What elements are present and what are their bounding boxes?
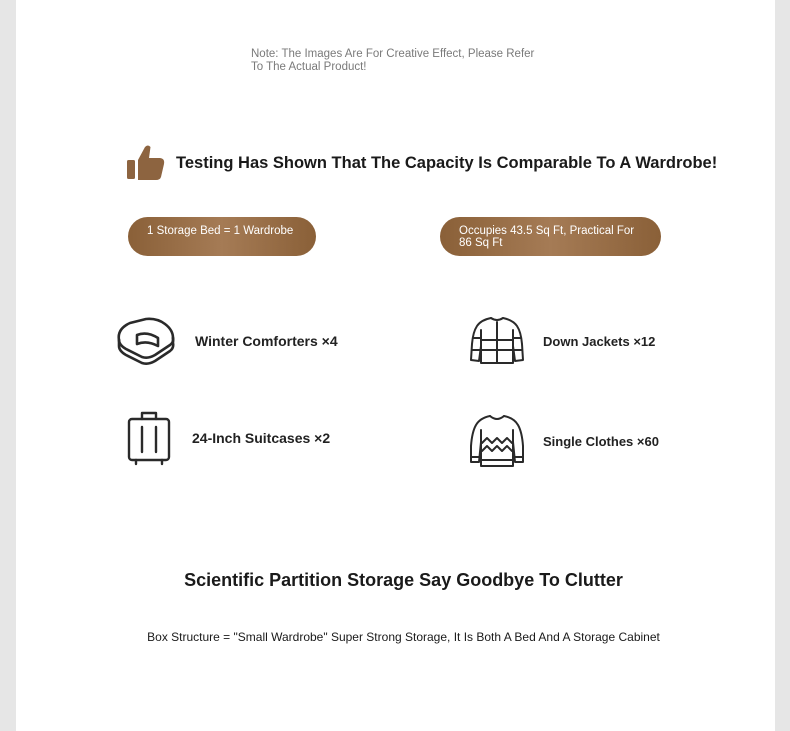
item-label: Winter Comforters ×4 bbox=[195, 333, 338, 349]
item-label: 24-Inch Suitcases ×2 bbox=[192, 430, 331, 446]
item-suitcases bbox=[126, 410, 330, 466]
badge-capacity: 1 Storage Bed = 1 Wardrobe bbox=[128, 217, 316, 256]
comforter-icon bbox=[113, 316, 177, 366]
badge-area: Occupies 43.5 Sq Ft, Practical For 86 Sq Ft bbox=[440, 217, 661, 256]
suitcase-icon bbox=[126, 410, 172, 466]
item-label: Single Clothes ×60 bbox=[543, 433, 659, 449]
section-title: Scientific Partition Storage Say Goodbye To Clutter bbox=[184, 570, 623, 590]
item-label: Down Jackets ×12 bbox=[543, 333, 656, 349]
disclaimer-note: Note: The Images Are For Creative Effect, Please Refer To The Actual Product! bbox=[251, 48, 535, 73]
headline-row bbox=[126, 143, 717, 183]
item-single-clothes bbox=[469, 414, 659, 468]
sweater-icon bbox=[469, 414, 525, 468]
item-winter-comforters bbox=[113, 316, 338, 366]
section-subtitle: Box Structure = "Small Wardrobe" Super Strong Storage, It Is Both A Bed And A Storage Cabinet bbox=[147, 630, 660, 644]
down-jacket-icon bbox=[469, 316, 525, 366]
headline: Testing Has Shown That The Capacity Is Comparable To A Wardrobe! bbox=[176, 153, 718, 172]
item-down-jackets bbox=[469, 316, 655, 366]
product-detail-page bbox=[16, 0, 775, 731]
thumbs-up-icon bbox=[126, 143, 166, 183]
